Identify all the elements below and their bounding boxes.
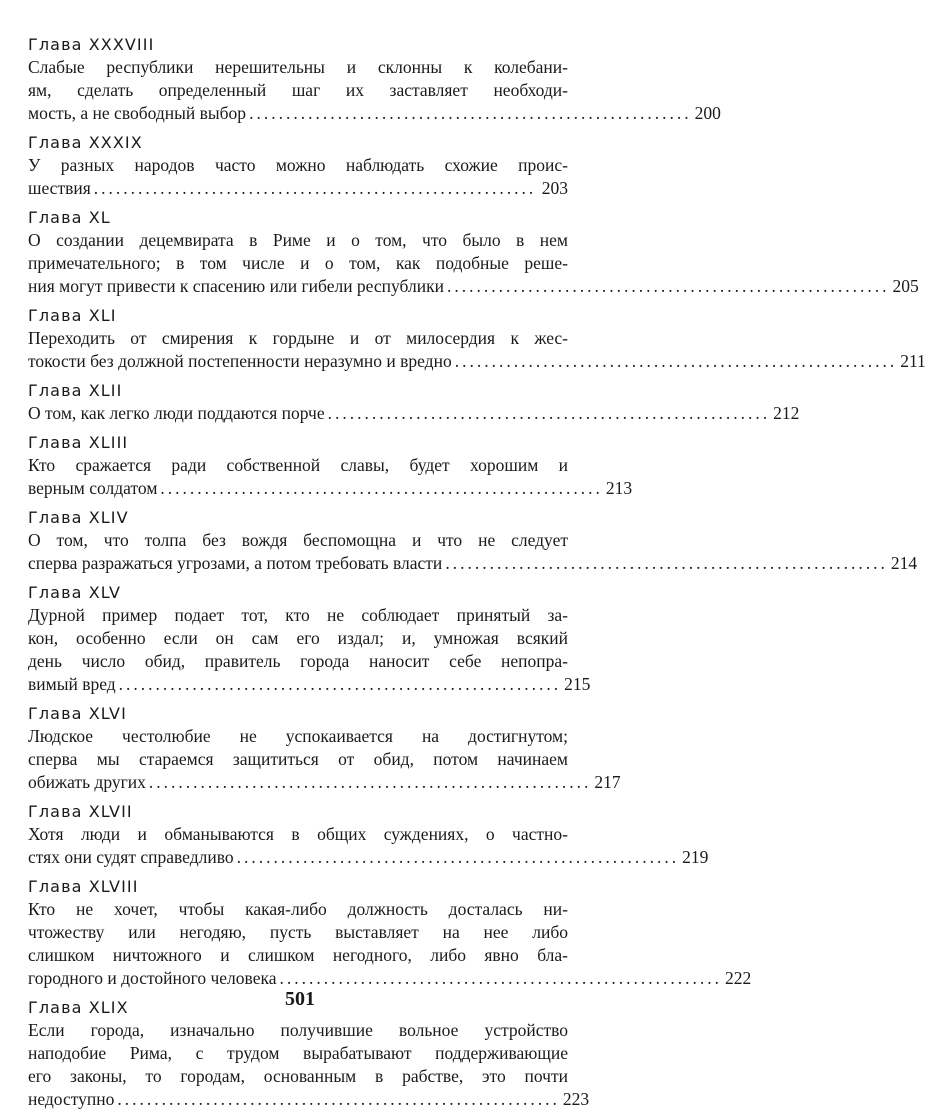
page-number: 501 xyxy=(285,988,315,1010)
chapter-title-line: О создании децемвирата в Риме и о том, что было в нем xyxy=(28,230,568,250)
chapter-title-line: чтожеству или негодяю, пусть выставляет на нее либо xyxy=(28,922,568,942)
chapter-heading: Глава XXXVIII xyxy=(28,35,155,54)
chapter-title-line: сперва разражаться угрозами, а потом требовать власти xyxy=(28,553,443,573)
dot-leader: ............................................................ xyxy=(160,478,603,498)
chapter-title-last-line xyxy=(28,477,633,500)
chapter-title-line: О том, что толпа без вождя беспомощна и что не следует xyxy=(28,530,568,550)
chapter-title-line: токости без должной постепенности неразумно и вредно xyxy=(28,351,452,371)
page-reference: 215 xyxy=(564,674,591,694)
toc-entry xyxy=(28,34,721,125)
page-reference: 214 xyxy=(890,553,918,573)
toc-entry xyxy=(28,207,919,298)
chapter-title-line: кон, особенно если он сам его издал; и, умножая всякий xyxy=(28,628,568,648)
chapter-heading: Глава XL xyxy=(28,208,111,227)
chapter-title-line: У разных народов часто можно наблюдать схожие проис- xyxy=(28,155,568,175)
chapter-title-line: Переходить от смирения к гордыне и от милосердия к жес- xyxy=(28,328,568,348)
chapter-title-line: день число обид, правитель города наносит себе непопра- xyxy=(28,651,568,671)
dot-leader: ............................................................ xyxy=(236,847,680,867)
chapter-heading: Глава XXXIX xyxy=(28,133,143,152)
chapter-title-line: ям, сделать определенный шаг их заставляет необходи- xyxy=(28,80,568,100)
chapter-heading: Глава XLI xyxy=(28,306,117,325)
chapter-title-last-line xyxy=(28,846,709,869)
chapter-title-last-line xyxy=(28,177,568,200)
dot-leader: ............................................................ xyxy=(118,674,562,694)
chapter-heading: Глава XLVI xyxy=(28,704,127,723)
toc-entry xyxy=(28,132,568,200)
chapter-title-last-line xyxy=(28,102,721,125)
page-reference: 203 xyxy=(541,178,568,198)
chapter-heading: Глава XLIV xyxy=(28,508,129,527)
chapter-title-line: Дурной пример подает тот, кто не соблюдает принятый за- xyxy=(28,605,568,625)
chapter-heading: Глава XLIII xyxy=(28,433,129,452)
chapter-title-line: недоступно xyxy=(28,1089,115,1109)
chapter-title-line: мость, а не свободный выбор xyxy=(28,103,247,123)
toc-entry xyxy=(28,801,709,869)
page-reference: 219 xyxy=(682,847,709,867)
chapter-title-last-line xyxy=(28,1088,590,1111)
table-of-contents xyxy=(28,34,926,1118)
toc-entry xyxy=(28,582,591,696)
dot-leader: ............................................................ xyxy=(93,178,537,198)
dot-leader: ............................................................ xyxy=(446,276,890,296)
toc-entry xyxy=(28,432,633,500)
page-reference: 217 xyxy=(594,772,621,792)
chapter-title-line: О том, как легко люди поддаются порче xyxy=(28,403,325,423)
chapter-title-line: обижать других xyxy=(28,772,146,792)
chapter-title-line: Людское честолюбие не успокаивается на достигнутом; xyxy=(28,726,568,746)
page-reference: 222 xyxy=(724,968,752,988)
chapter-title-line: Кто сражается ради собственной славы, будет хорошим и xyxy=(28,455,568,475)
chapter-title-line: вимый вред xyxy=(28,674,116,694)
toc-entry xyxy=(28,876,752,990)
chapter-title-line: шествия xyxy=(28,178,91,198)
chapter-title-line: Кто не хочет, чтобы какая-либо должность досталась ни- xyxy=(28,899,568,919)
dot-leader: ............................................................ xyxy=(249,103,692,123)
chapter-title-line: наподобие Рима, с трудом вырабатывают поддерживающие xyxy=(28,1043,568,1063)
chapter-heading: Глава XLIX xyxy=(28,998,129,1017)
dot-leader: ............................................................ xyxy=(148,772,592,792)
chapter-title-last-line xyxy=(28,673,591,696)
chapter-title-line: верным солдатом xyxy=(28,478,158,498)
page-reference: 205 xyxy=(892,276,919,296)
dot-leader: ............................................................ xyxy=(445,553,888,573)
chapter-heading: Глава XLII xyxy=(28,381,123,400)
chapter-title-line: слишком ничтожного и слишком негодного, либо явно бла- xyxy=(28,945,568,965)
chapter-title-line: его законы, то городам, основанным в рабстве, это почти xyxy=(28,1066,568,1086)
chapter-title-line: примечательного; в том числе и о том, как подобные реше- xyxy=(28,253,568,273)
chapter-title-last-line xyxy=(28,275,919,298)
chapter-title-line: Хотя люди и обманываются в общих суждениях, о частно- xyxy=(28,824,568,844)
chapter-title-line: сперва мы стараемся защититься от обид, потом начинаем xyxy=(28,749,568,769)
chapter-title-last-line xyxy=(28,967,752,990)
page-reference: 212 xyxy=(773,403,800,423)
page-reference: 211 xyxy=(900,351,926,371)
chapter-title-line: городного и достойного человека xyxy=(28,968,277,988)
chapter-heading: Глава XLVII xyxy=(28,802,133,821)
chapter-heading: Глава XLV xyxy=(28,583,122,602)
toc-entry xyxy=(28,305,926,373)
toc-entry xyxy=(28,703,621,794)
dot-leader: ............................................................ xyxy=(117,1089,560,1109)
chapter-heading: Глава XLVIII xyxy=(28,877,139,896)
chapter-title-last-line xyxy=(28,350,926,373)
chapter-title-last-line xyxy=(28,402,800,425)
page-reference: 200 xyxy=(694,103,721,123)
chapter-title-line: Если города, изначально получившие вольное устройство xyxy=(28,1020,568,1040)
toc-entry xyxy=(28,997,590,1111)
page-reference: 213 xyxy=(605,478,633,498)
dot-leader: ............................................................ xyxy=(279,968,722,988)
page-reference: 223 xyxy=(562,1089,590,1109)
chapter-title-last-line xyxy=(28,552,918,575)
chapter-title-line: Слабые республики нерешительны и склонны к колебани- xyxy=(28,57,568,77)
toc-entry xyxy=(28,507,918,575)
chapter-title-line: стях они судят справедливо xyxy=(28,847,234,867)
toc-entry xyxy=(28,380,800,425)
dot-leader: ............................................................ xyxy=(454,351,898,371)
chapter-title-line: ния могут привести к спасению или гибели республики xyxy=(28,276,444,296)
dot-leader: ............................................................ xyxy=(327,403,771,423)
chapter-title-last-line xyxy=(28,771,621,794)
